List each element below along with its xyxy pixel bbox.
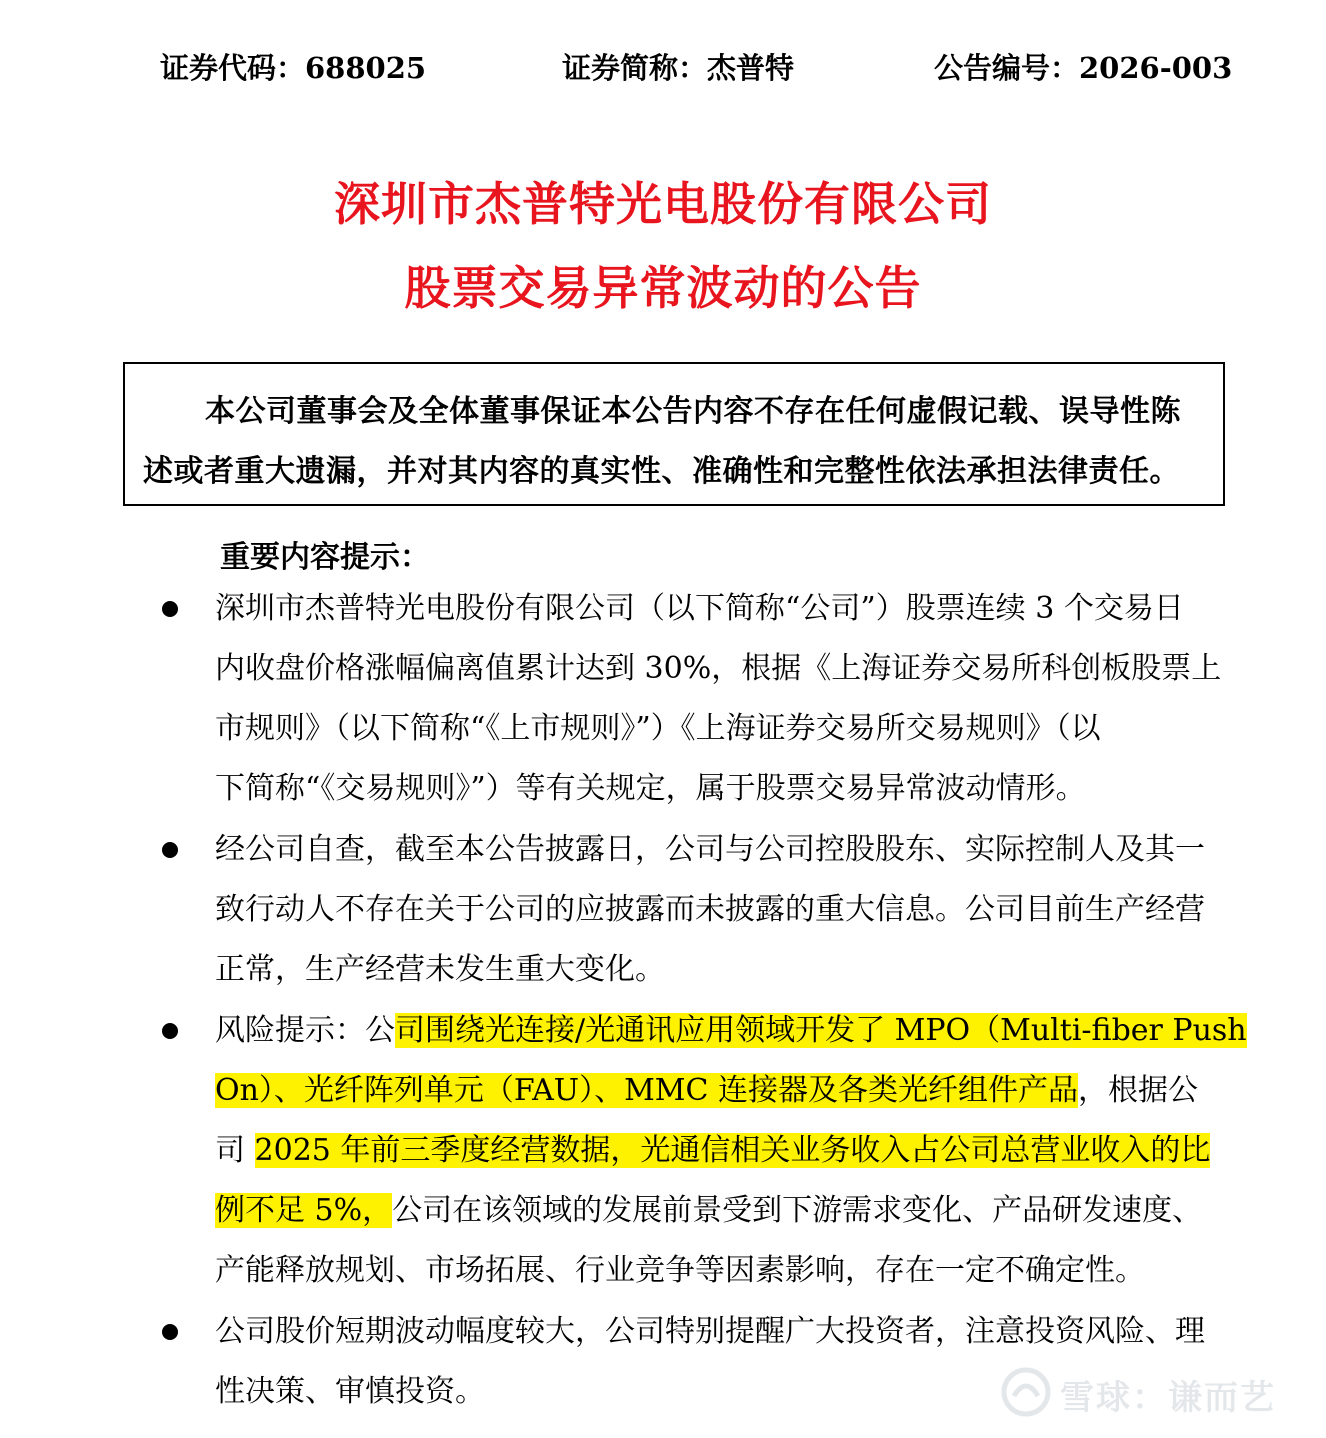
bullet3-line: 产能释放规划、市场拓展、行业竞争等因素影响，存在一定不确定性。 <box>215 1253 1145 1288</box>
important-heading: 重要内容提示： <box>220 540 430 575</box>
statement-line-1: 本公司董事会及全体董事保证本公告内容不存在任何虚假记载、误导性陈 <box>205 394 1181 429</box>
bullet3-line <box>215 1071 1198 1111</box>
highlighted-text: 例不足 5%， <box>215 1193 393 1228</box>
highlighted-text: 2025 年前三季度经营数据，光通信相关业务收入占公司总营业收入的比 <box>254 1133 1211 1168</box>
header-line <box>0 46 1326 92</box>
plain-text: 公司在该领域的发展前景受到下游需求变化、产品研发速度、 <box>392 1193 1203 1228</box>
title-company: 深圳市杰普特光电股份有限公司 <box>334 177 992 231</box>
bullet1-line: 内收盘价格涨幅偏离值累计达到 30%，根据《上海证券交易所科创板股票上 <box>215 651 1222 686</box>
watermark-text: 雪球：谦而艺 <box>1060 1378 1276 1418</box>
bullet1-line: 深圳市杰普特光电股份有限公司（以下简称“公司”）股票连续 3 个交易日 <box>215 591 1184 626</box>
plain-text: 司 <box>215 1133 255 1168</box>
bullet4-line: 公司股价短期波动幅度较大，公司特别提醒广大投资者，注意投资风险、理 <box>215 1314 1205 1349</box>
bullet2-line: 经公司自查，截至本公告披露日，公司与公司控股股东、实际控制人及其一 <box>215 832 1205 867</box>
bullet-icon <box>162 1023 178 1039</box>
risk-label: 风险提示：公 <box>215 1013 395 1048</box>
statement-box <box>123 362 1225 506</box>
plain-text: ，根据公 <box>1078 1073 1198 1108</box>
snowball-logo-icon <box>1000 1366 1052 1418</box>
title-subject: 股票交易异常波动的公告 <box>404 261 922 315</box>
bullet-icon <box>162 1324 178 1340</box>
bullet4-line: 性决策、审慎投资。 <box>215 1374 485 1409</box>
highlighted-text: On）、光纤阵列单元（FAU）、MMC 连接器及各类光纤组件产品 <box>215 1073 1078 1108</box>
bullet1-line: 下简称“《交易规则》”）等有关规定，属于股票交易异常波动情形。 <box>215 771 1086 806</box>
highlighted-text: 司围绕光连接/光通讯应用领域开发了 MPO（Multi-fiber Push <box>395 1013 1247 1048</box>
bullet1-line: 市规则》（以下简称“《上市规则》”）《上海证券交易所交易规则》（以 <box>215 711 1101 746</box>
bullet3-line <box>215 1191 1202 1231</box>
bullet3-line <box>215 1011 1247 1051</box>
bullet3-line <box>215 1131 1210 1171</box>
bullet-icon <box>162 842 178 858</box>
bullet-icon <box>162 601 178 617</box>
bullet2-line: 致行动人不存在关于公司的应披露而未披露的重大信息。公司目前生产经营 <box>215 892 1205 927</box>
bullet2-line: 正常，生产经营未发生重大变化。 <box>215 952 665 987</box>
notice-number: 公告编号：2026-003 <box>934 51 1233 85</box>
security-short-name: 证券简称：杰普特 <box>562 51 795 85</box>
statement-line-2: 述或者重大遗漏，并对其内容的真实性、准确性和完整性依法承担法律责任。 <box>143 454 1180 489</box>
security-code: 证券代码：688025 <box>160 51 427 85</box>
watermark <box>1000 1366 1290 1420</box>
